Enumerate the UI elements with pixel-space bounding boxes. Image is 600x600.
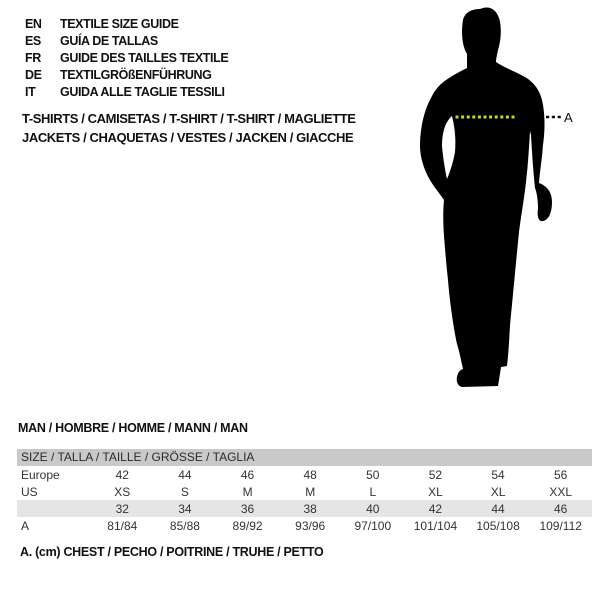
category-line-tshirts: T-SHIRTS / CAMISETAS / T-SHIRT / T-SHIRT / MAGLIETTE xyxy=(22,111,356,126)
size-cell: 52 xyxy=(428,467,443,482)
size-cell: 89/92 xyxy=(232,518,263,533)
size-cell: XL xyxy=(490,484,506,499)
table-row-alt-sizes xyxy=(17,500,592,517)
size-cell: 54 xyxy=(491,467,505,482)
size-cell: XXL xyxy=(549,484,573,499)
size-table xyxy=(17,449,592,534)
size-cell: 93/96 xyxy=(295,518,326,533)
size-cell: L xyxy=(369,484,377,499)
silhouette-body xyxy=(420,7,552,387)
size-cell: XS xyxy=(114,484,131,499)
table-row-europe xyxy=(17,466,592,483)
man-figure xyxy=(400,0,600,410)
size-cell: 97/100 xyxy=(354,518,392,533)
row-label: A xyxy=(21,518,30,533)
language-label: GUIDA ALLE TAGLIE TESSILI xyxy=(60,85,225,99)
language-row xyxy=(25,33,228,50)
size-cell: 105/108 xyxy=(476,518,520,533)
language-row xyxy=(25,16,228,33)
language-label: GUÍA DE TALLAS xyxy=(60,34,158,48)
size-cell: 40 xyxy=(366,501,380,516)
size-cell: 44 xyxy=(178,467,192,482)
size-cell: 48 xyxy=(303,467,317,482)
size-cell: 42 xyxy=(428,501,443,516)
row-label: Europe xyxy=(21,467,60,482)
language-code: EN xyxy=(25,17,42,31)
size-cell: M xyxy=(242,484,253,499)
measure-label-a: A xyxy=(564,110,573,125)
language-row xyxy=(25,84,228,101)
size-cell: 101/104 xyxy=(413,518,458,533)
size-cell: 32 xyxy=(115,501,129,516)
man-silhouette xyxy=(400,0,600,410)
language-row xyxy=(25,50,228,67)
language-code: FR xyxy=(25,51,41,65)
table-row-chest-a xyxy=(17,517,592,534)
table-header: SIZE / TALLA / TAILLE / GRÖSSE / TAGLIA xyxy=(17,449,592,466)
language-label: GUIDE DES TAILLES TEXTILE xyxy=(60,51,229,65)
size-cell: 109/112 xyxy=(539,518,582,533)
language-row xyxy=(25,67,228,84)
garment-categories xyxy=(22,110,356,147)
language-code: ES xyxy=(25,34,41,48)
size-cell: 38 xyxy=(303,501,317,516)
size-cell: M xyxy=(305,484,316,499)
language-code: DE xyxy=(25,68,42,82)
size-cell: 81/84 xyxy=(107,518,138,533)
size-cell: 46 xyxy=(554,501,568,516)
size-cell: 44 xyxy=(491,501,505,516)
size-cell: 36 xyxy=(240,501,255,516)
size-cell: 42 xyxy=(115,467,129,482)
language-label: TEXTILGRÖßENFÜHRUNG xyxy=(60,68,212,82)
category-line-jackets: JACKETS / CHAQUETAS / VESTES / JACKEN / GIACCHE xyxy=(22,129,354,145)
table-row-us xyxy=(17,483,592,500)
size-cell: 56 xyxy=(554,467,568,482)
size-cell: XL xyxy=(428,484,443,499)
size-cell: 34 xyxy=(178,501,192,516)
size-cell: 85/88 xyxy=(169,518,200,533)
language-code: IT xyxy=(25,85,36,99)
language-list xyxy=(25,16,228,101)
language-label: TEXTILE SIZE GUIDE xyxy=(60,17,179,31)
row-label: US xyxy=(21,484,38,499)
section-heading-man: MAN / HOMBRE / HOMME / MANN / MAN xyxy=(18,421,248,435)
size-cell: 50 xyxy=(366,467,380,482)
footnote-chest: A. (cm) CHEST / PECHO / POITRINE / TRUHE / PETTO xyxy=(20,545,324,559)
size-cell: S xyxy=(180,484,189,499)
size-cell: 46 xyxy=(240,467,255,482)
